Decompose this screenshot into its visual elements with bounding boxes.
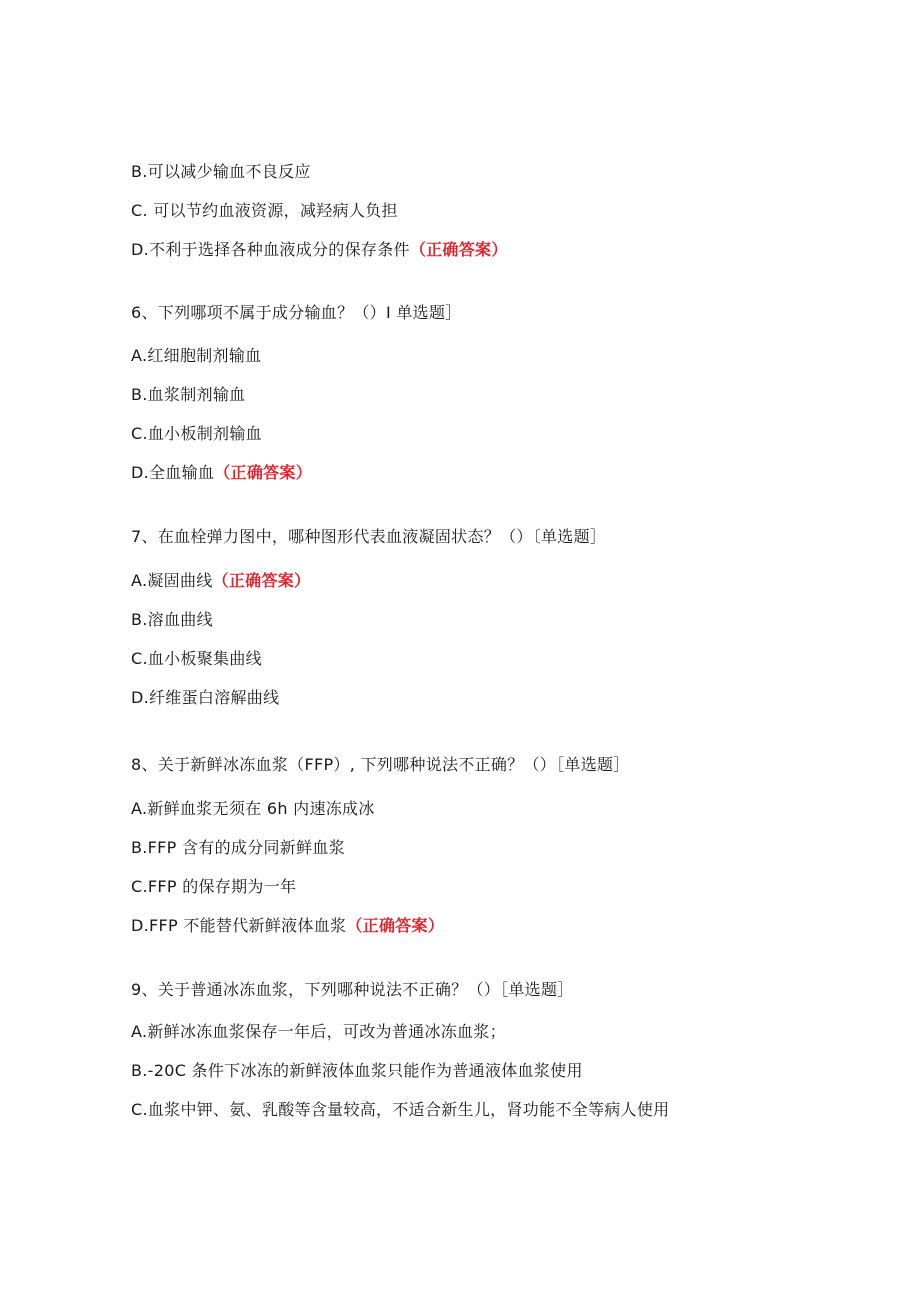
question-line: [131, 755, 630, 775]
option-line: [131, 240, 508, 260]
option-line: [131, 649, 262, 669]
option-text: B.FFP 含有的成分同新鲜血浆: [131, 838, 346, 857]
option-text: A.红细胞制剂输血: [131, 346, 262, 365]
question-text: 7、在血栓弹力图中，哪种图形代表血液凝固状态？（）〔单选题］: [131, 527, 607, 546]
question-text: 8、关于新鲜冰冻血浆（FFP）, 下列哪种说法不正确？（）［单选题］: [131, 755, 630, 774]
option-text: C. 可以节约血液资源，减羟病人负担: [131, 201, 398, 220]
option-text: C.血小板聚集曲线: [131, 649, 262, 668]
option-text: C.FFP 的保存期为一年: [131, 877, 297, 896]
question-text: 6、下列哪项不属于成分输血？（）I 单选题］: [131, 303, 462, 322]
option-text: A.新鲜血浆无须在 6h 内速冻成冰: [131, 799, 375, 818]
question-line: [131, 527, 606, 547]
option-line: [131, 877, 296, 897]
correct-answer-marker: （正确答案）: [409, 240, 508, 259]
question-line: [131, 980, 574, 1000]
option-text: B.-20C 条件下冰冻的新鲜液体血浆只能作为普通液体血浆使用: [131, 1061, 583, 1080]
correct-answer-marker: （正确答案）: [346, 916, 445, 935]
option-text: A.新鲜冰冻血浆保存一年后，可改为普通冰冻血浆；: [131, 1022, 506, 1041]
option-line: [131, 1100, 669, 1120]
option-line: [131, 201, 398, 221]
option-text: D.不利于选择各种血液成分的保存条件: [131, 240, 410, 259]
option-text: D.FFP 不能替代新鲜液体血浆: [131, 916, 347, 935]
option-text: C.血浆中钾、氨、乳酸等含量较高，不适合新生儿，肾功能不全等病人使用: [131, 1100, 670, 1119]
option-text: D.全血输血: [131, 463, 215, 482]
question-text: 9、关于普通冰冻血浆，下列哪种说法不正确？（）［单选题］: [131, 980, 574, 999]
option-line: [131, 424, 262, 444]
option-text: B.可以减少输血不良反应: [131, 162, 311, 181]
option-text: D.纤维蛋白溶解曲线: [131, 688, 280, 707]
option-line: [131, 346, 261, 366]
option-text: B.溶血曲线: [131, 610, 213, 629]
option-line: [131, 610, 213, 630]
option-text: B.血浆制剂输血: [131, 385, 246, 404]
option-line: [131, 799, 375, 819]
option-line: [131, 838, 345, 858]
option-text: A.凝固曲线: [131, 571, 213, 590]
correct-answer-marker: （正确答案）: [212, 571, 311, 590]
option-line: [131, 162, 311, 182]
option-line: [131, 463, 312, 483]
option-line: [131, 571, 310, 591]
option-line: [131, 1061, 583, 1081]
option-line: [131, 385, 245, 405]
question-line: [131, 303, 462, 323]
correct-answer-marker: （正确答案）: [214, 463, 313, 482]
option-line: [131, 1022, 506, 1042]
option-line: [131, 688, 279, 708]
option-line: [131, 916, 444, 936]
option-text: C.血小板制剂输血: [131, 424, 262, 443]
